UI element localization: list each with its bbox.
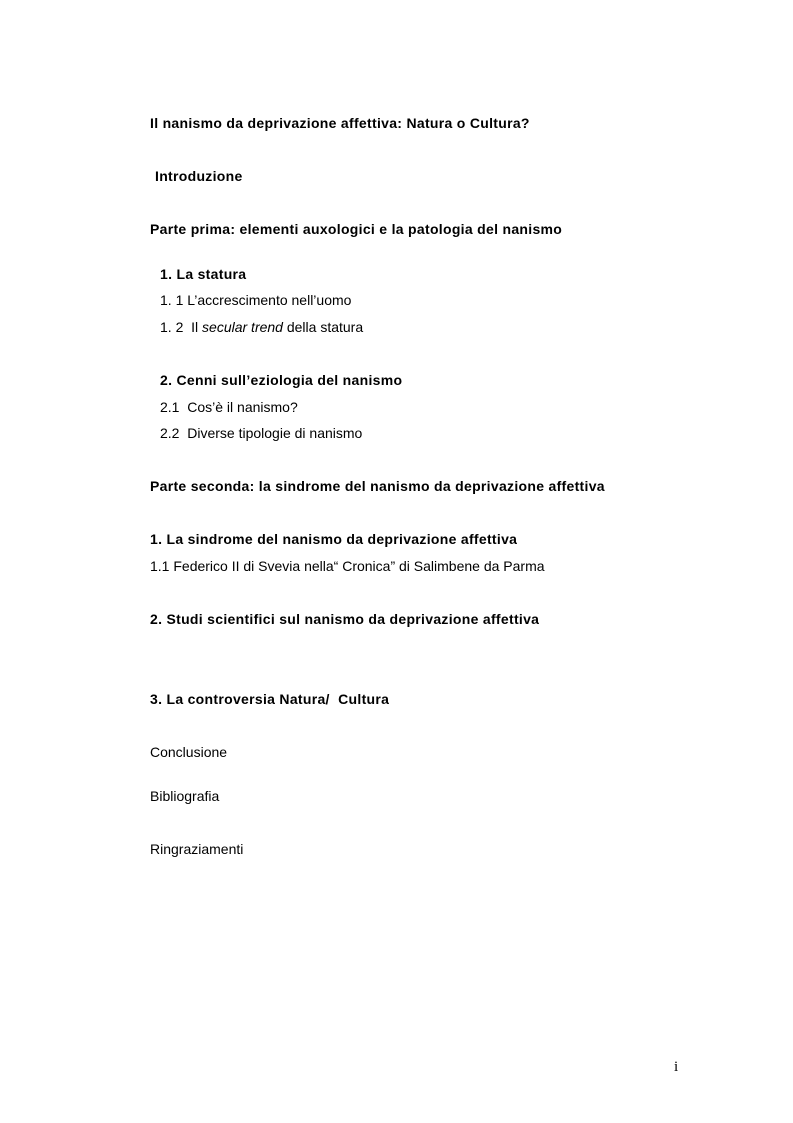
toc-entry-acknowledgements: Ringraziamenti	[150, 841, 244, 857]
part1-ch2-s2: 2.2 Diverse tipologie di nanismo	[160, 425, 363, 441]
toc-entry-introduction: Introduzione	[155, 168, 243, 184]
part2-ch1-heading: 1. La sindrome del nanismo da deprivazione affettiva	[150, 531, 518, 547]
toc-entry-bibliography: Bibliografia	[150, 788, 220, 804]
part1-ch2-heading: 2. Cenni sull’eziologia del nanismo	[160, 372, 403, 388]
part1-ch1-s2-prefix: 1. 2 Il	[160, 319, 203, 335]
part1-ch2-s1: 2.1 Cos’è il nanismo?	[160, 399, 298, 415]
part1-ch1-s2-italic: secular trend	[202, 319, 283, 335]
document-title: Il nanismo da deprivazione affettiva: Natura o Cultura?	[150, 115, 530, 131]
part2-ch1-s1: 1.1 Federico II di Svevia nella“ Cronica” di Salimbene da Parma	[150, 558, 545, 574]
part1-ch1-heading: 1. La statura	[160, 266, 247, 282]
part2-ch2-heading: 2. Studi scientifici sul nanismo da deprivazione affettiva	[150, 611, 540, 627]
part2-heading: Parte seconda: la sindrome del nanismo da deprivazione affettiva	[150, 478, 605, 494]
part1-heading: Parte prima: elementi auxologici e la patologia del nanismo	[150, 221, 563, 237]
page-number: i	[674, 1059, 679, 1075]
part1-ch1-s2	[160, 318, 363, 336]
part2-ch3-heading: 3. La controversia Natura/ Cultura	[150, 691, 390, 707]
part1-ch1-s1: 1. 1 L’accrescimento nell’uomo	[160, 292, 352, 308]
toc-entry-conclusion: Conclusione	[150, 744, 228, 760]
part1-ch1-s2-suffix: della statura	[282, 319, 364, 335]
